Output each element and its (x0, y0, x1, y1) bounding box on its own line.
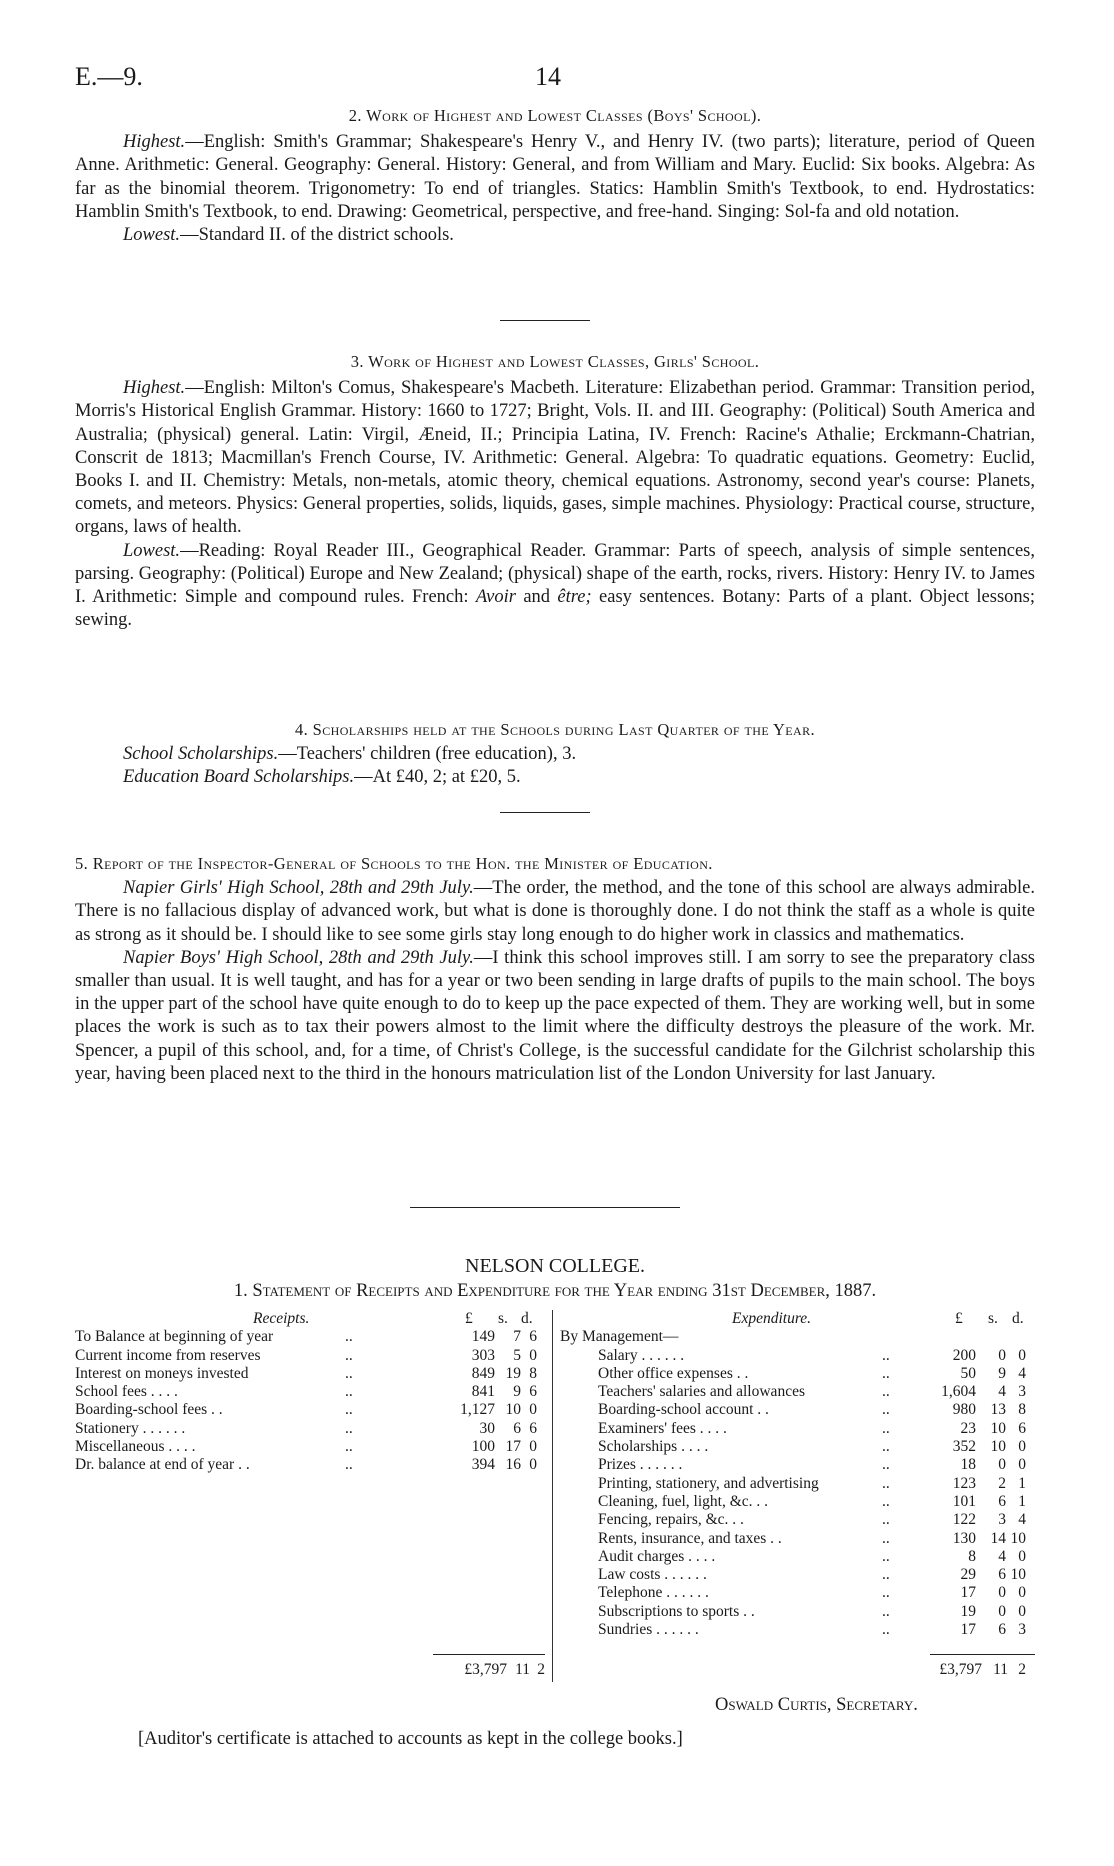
amount-shillings: 19 (505, 1364, 521, 1382)
report-label: Napier Boys' High School, 28th and 29th July. (123, 947, 474, 968)
amount-pence: 10 (1010, 1566, 1026, 1584)
amount-pounds: 1,604 (941, 1383, 976, 1401)
row-label: Fencing, repairs, &c. . . (598, 1511, 744, 1529)
total-shillings: 11 (515, 1661, 530, 1678)
amount-pence: 4 (1018, 1364, 1026, 1382)
scholarship-label: Education Board Scholarships. (123, 767, 355, 788)
paragraph-text: —English: Milton's Comus, Shakespeare's Macbeth. Literature: Elizabethan period. Grammar: Transition period, Morris's Historical English Grammar. History: 1660 to 1727; Bright, Vols. II. and III. Geography: (Political) South America and Australia; (physical) general. Latin: Virgil, Æneid, II.; Principia Latina, IV. French: Racine's Athalie; Erckmann-Chatrian, Conscrit de 1813; Macmillan's French Course, IV. Arithmetic: General. Algebra: To quadratic equations. Geometry: Euclid, Books I. and II. Chemistry: Metals, non-metals, atomic theory, chemical equations. Astronomy, second year's course: Planets, comets, and meteors. Physics: General properties, solids, liquids, gases, simple machines. Physiology: Practical course, structure, organs, laws of health. (75, 378, 1035, 538)
receipts-table (75, 1310, 545, 1475)
row-label: Miscellaneous . . . . (75, 1438, 196, 1456)
amount-pounds: 50 (960, 1364, 976, 1382)
amount-pounds: 30 (479, 1419, 495, 1437)
page-number: 14 (535, 62, 561, 91)
section-heading: 2. Work of Highest and Lowest Classes (Boys' School). (348, 106, 762, 125)
amount-shillings: 14 (990, 1529, 1006, 1547)
amount-shillings: 3 (998, 1511, 1006, 1529)
paragraph-text: and (515, 587, 558, 608)
amount-pence: 0 (1018, 1547, 1026, 1565)
amount-pounds: 303 (471, 1346, 495, 1364)
pounds-heading: £ (955, 1310, 963, 1327)
receipts-heading: Receipts. (253, 1310, 310, 1327)
amount-pence: 1 (1018, 1474, 1026, 1492)
report-text: —I think this school improves still. I am sorry to see the preparatory class smaller than usual. It is well taught, and has for a year or two been sending in large drafts of pupils to the main school. The boys in the upper part of the school have quite enough to do to keep up the pace expected of them. They are working well, but in some places the work is such as to tax their powers almost to the limit where the difficulty destroys the pleasure of the work. Mr. Spencer, a pupil of this school, and, for a time, of Christ's College, is the successful candidate for the Gilchrist scholarship this year, having been placed next to the third in the honours matriculation list of the London University for last January. (75, 947, 1035, 1084)
row-leader: .. (882, 1364, 890, 1382)
amount-shillings: 2 (998, 1474, 1006, 1492)
row-leader: .. (882, 1419, 890, 1437)
expenditure-group-row (560, 1328, 1035, 1346)
row-leader: .. (345, 1346, 353, 1364)
section-heading: 5. Report of the Inspector-General of Schools to the Hon. the Minister of Education. (75, 854, 713, 873)
divider (500, 320, 590, 321)
report-paragraph (75, 947, 1035, 1086)
row-leader: .. (345, 1383, 353, 1401)
section-boys-school (75, 104, 1035, 247)
receipts-total-rule (433, 1654, 545, 1655)
row-label: Telephone . . . . . . (598, 1584, 709, 1602)
row-label: Salary . . . . . . (598, 1346, 685, 1364)
secretary-signature: Oswald Curtis, Secretary. (715, 1695, 918, 1715)
table-row (560, 1456, 1035, 1474)
label-highest: Highest. (123, 132, 186, 153)
amount-pounds: 100 (471, 1438, 495, 1456)
amount-pence: 0 (529, 1456, 537, 1474)
row-leader: .. (345, 1364, 353, 1382)
table-row (75, 1383, 545, 1401)
amount-pence: 8 (529, 1364, 537, 1382)
amount-shillings: 4 (998, 1383, 1006, 1401)
table-row (560, 1530, 1035, 1548)
row-leader: .. (345, 1401, 353, 1419)
amount-pence: 6 (529, 1328, 537, 1346)
amount-shillings: 9 (513, 1383, 521, 1401)
row-label: Cleaning, fuel, light, &c. . . (598, 1492, 769, 1510)
paragraph-text: —Reading: Royal Reader III., Geographical Reader. Grammar: Parts of speech, analysis of simple sentences, parsing. Geography: (Political) Europe and New Zealand; (physical) shape of the earth, rocks, rivers. History: Henry IV. to James I. Arithmetic: Simple and compound rules. French: (75, 540, 1035, 608)
row-label: Law costs . . . . . . (598, 1566, 707, 1584)
total-pence: 2 (537, 1661, 545, 1678)
row-label: Audit charges . . . . (598, 1547, 716, 1565)
row-leader: .. (882, 1438, 890, 1456)
row-label: To Balance at beginning of year (75, 1328, 274, 1346)
amount-pence: 3 (1018, 1621, 1026, 1639)
row-label: Boarding-school fees . . (75, 1401, 223, 1419)
italic-word: être; (557, 587, 592, 608)
table-row (560, 1511, 1035, 1529)
amount-pounds: 8 (968, 1547, 976, 1565)
table-row (75, 1365, 545, 1383)
statement-title: 1. Statement of Receipts and Expenditure for the Year ending 31st December, 1887. (233, 1281, 877, 1301)
amount-shillings: 6 (513, 1419, 521, 1437)
amount-pounds: 101 (952, 1492, 976, 1510)
paragraph-text: easy sentences. Botany: Parts of a plant. Object lessons; sewing. (75, 587, 1035, 631)
amount-pounds: 17 (960, 1621, 976, 1639)
row-leader: .. (882, 1456, 890, 1474)
table-row (560, 1566, 1035, 1584)
row-leader: .. (882, 1547, 890, 1565)
scholarship-text: —Teachers' children (free education), 3. (278, 744, 577, 765)
amount-pence: 8 (1018, 1401, 1026, 1419)
amount-shillings: 6 (998, 1492, 1006, 1510)
section-heading: 3. Work of Highest and Lowest Classes, Girls' School. (350, 352, 760, 371)
row-leader: .. (882, 1602, 890, 1620)
row-label: Other office expenses . . (598, 1364, 749, 1382)
amount-shillings: 6 (998, 1566, 1006, 1584)
label-lowest: Lowest. (123, 225, 181, 246)
amount-pence: 4 (1018, 1511, 1026, 1529)
pence-heading: d. (1012, 1310, 1024, 1327)
table-row (75, 1420, 545, 1438)
amount-pounds: 149 (471, 1328, 495, 1346)
receipts-total (75, 1661, 545, 1679)
section-girls-school (75, 350, 1035, 632)
row-leader: .. (345, 1438, 353, 1456)
expenditure-total-rule (930, 1654, 1035, 1655)
amount-pence: 10 (1010, 1529, 1026, 1547)
amount-pence: 3 (1018, 1383, 1026, 1401)
report-label: Napier Girls' High School, 28th and 29th July. (123, 878, 474, 899)
amount-shillings: 16 (505, 1456, 521, 1474)
amount-pence: 0 (1018, 1584, 1026, 1602)
amount-shillings: 13 (990, 1401, 1006, 1419)
expenditure-heading: Expenditure. (732, 1310, 812, 1327)
paragraph-lowest (75, 224, 1035, 247)
amount-pounds: 17 (960, 1584, 976, 1602)
report-text: —The order, the method, and the tone of this school are always admirable. There is no fallacious display of advanced work, but what is done is thoroughly done. I do not think the staff as a whole is quite as strong as it should be. I should like to see some girls stay long enough to do higher work in classics and mathematics. (75, 878, 1036, 945)
amount-pounds: 23 (960, 1419, 976, 1437)
amount-shillings: 0 (998, 1346, 1006, 1364)
table-row (75, 1456, 545, 1474)
row-leader: .. (345, 1328, 353, 1346)
table-row (75, 1438, 545, 1456)
row-leader: .. (882, 1584, 890, 1602)
row-label: Stationery . . . . . . (75, 1419, 186, 1437)
expenditure-header-row (560, 1310, 1035, 1328)
amount-shillings: 0 (998, 1456, 1006, 1474)
row-label: Dr. balance at end of year . . (75, 1456, 250, 1474)
section-heading: 4. Scholarships held at the Schools during Last Quarter of the Year. (294, 720, 815, 739)
expenditure-table (560, 1310, 1035, 1639)
expenditure-group-label: By Management— (560, 1328, 679, 1346)
row-label: Prizes . . . . . . (598, 1456, 683, 1474)
row-label: Subscriptions to sports . . (598, 1602, 755, 1620)
amount-pence: 6 (1018, 1419, 1026, 1437)
amount-pounds: 122 (952, 1511, 976, 1529)
divider (500, 812, 590, 813)
divider (410, 1207, 680, 1208)
amount-pence: 0 (529, 1401, 537, 1419)
row-leader: .. (882, 1346, 890, 1364)
amount-shillings: 10 (990, 1438, 1006, 1456)
total-row (75, 1661, 545, 1679)
amount-shillings: 0 (998, 1584, 1006, 1602)
amount-pounds: 130 (952, 1529, 976, 1547)
scholarship-text: —At £40, 2; at £20, 5. (354, 767, 521, 788)
table-row (560, 1347, 1035, 1365)
document-reference: E.—9. (75, 62, 143, 91)
total-pence: 2 (1018, 1661, 1026, 1678)
amount-pence: 0 (529, 1438, 537, 1456)
table-row (560, 1603, 1035, 1621)
row-leader: .. (882, 1511, 890, 1529)
row-leader: .. (345, 1456, 353, 1474)
amount-pence: 0 (1018, 1602, 1026, 1620)
amount-shillings: 0 (998, 1602, 1006, 1620)
amount-pence: 6 (529, 1383, 537, 1401)
amount-shillings: 10 (505, 1401, 521, 1419)
amount-pounds: 980 (952, 1401, 976, 1419)
row-label: Interest on moneys invested (75, 1364, 249, 1382)
report-paragraph (75, 877, 1035, 947)
table-row (75, 1347, 545, 1365)
row-label: Teachers' salaries and allowances (598, 1383, 805, 1401)
table-row (560, 1493, 1035, 1511)
row-label: School fees . . . . (75, 1383, 178, 1401)
expenditure-total (560, 1661, 1035, 1679)
receipts-header-row (75, 1310, 545, 1328)
amount-pence: 1 (1018, 1492, 1026, 1510)
row-label: Printing, stationery, and advertising (598, 1474, 819, 1492)
total-shillings: 11 (993, 1661, 1008, 1678)
row-label: Sundries . . . . . . (598, 1621, 699, 1639)
row-leader: .. (882, 1383, 890, 1401)
auditor-note: [Auditor's certificate is attached to accounts as kept in the college books.] (138, 1729, 683, 1749)
total-pounds: £3,797 (939, 1661, 982, 1678)
paragraph-lowest (75, 540, 1035, 633)
amount-shillings: 17 (505, 1438, 521, 1456)
label-highest: Highest. (123, 378, 186, 399)
paragraph-highest (75, 131, 1035, 224)
table-row (560, 1383, 1035, 1401)
row-label: Rents, insurance, and taxes . . (598, 1529, 782, 1547)
receipts-rows (75, 1328, 545, 1474)
shillings-heading: s. (498, 1310, 508, 1327)
scholarship-line (75, 743, 1035, 766)
row-label: Boarding-school account . . (598, 1401, 769, 1419)
scholarship-label: School Scholarships. (123, 744, 279, 765)
amount-pence: 0 (1018, 1346, 1026, 1364)
row-leader: .. (882, 1401, 890, 1419)
amount-shillings: 9 (998, 1364, 1006, 1382)
total-pounds: £3,797 (464, 1661, 507, 1678)
amount-shillings: 10 (990, 1419, 1006, 1437)
table-row (560, 1401, 1035, 1419)
scholarship-line (75, 766, 1035, 789)
paragraph-text: —English: Smith's Grammar; Shakespeare's Henry V., and Henry IV. (two parts); literature, period of Queen Anne. Arithmetic: General. Geography: General. History: General, and from William and Mary. Euclid: Six books. Algebra: As far as the binomial theorem. Trigonometry: To end of triangles. Statics: Hamblin Smith's Textbook, to end. Hydrostatics: Hamblin Smith's Textbook, to end. Drawing: Geometrical, perspective, and free-hand. Singing: Sol-fa and old notation. (75, 132, 1035, 222)
row-leader: .. (882, 1474, 890, 1492)
paragraph-highest (75, 377, 1035, 539)
table-row (560, 1365, 1035, 1383)
amount-pounds: 849 (471, 1364, 495, 1382)
amount-pence: 0 (1018, 1438, 1026, 1456)
amount-pence: 0 (529, 1346, 537, 1364)
amount-pounds: 394 (471, 1456, 495, 1474)
row-leader: .. (882, 1492, 890, 1510)
amount-pence: 6 (529, 1419, 537, 1437)
row-label: Scholarships . . . . (598, 1438, 709, 1456)
table-row (560, 1438, 1035, 1456)
amount-shillings: 7 (513, 1328, 521, 1346)
amount-pounds: 352 (952, 1438, 976, 1456)
amount-pounds: 123 (952, 1474, 976, 1492)
pounds-heading: £ (465, 1310, 473, 1327)
amount-pounds: 200 (952, 1346, 976, 1364)
amount-pounds: 18 (960, 1456, 976, 1474)
row-leader: .. (882, 1529, 890, 1547)
amount-pounds: 29 (960, 1566, 976, 1584)
row-leader: .. (882, 1566, 890, 1584)
label-lowest: Lowest. (123, 540, 181, 561)
shillings-heading: s. (988, 1310, 998, 1327)
table-row (560, 1420, 1035, 1438)
row-label: Current income from reserves (75, 1346, 261, 1364)
amount-shillings: 5 (513, 1346, 521, 1364)
expenditure-rows (560, 1347, 1035, 1640)
row-leader: .. (345, 1419, 353, 1437)
column-divider (552, 1310, 553, 1682)
italic-word: Avoir (475, 587, 516, 608)
row-label: Examiners' fees . . . . (598, 1419, 727, 1437)
amount-shillings: 4 (998, 1547, 1006, 1565)
section-inspector-report (75, 852, 1035, 1086)
table-row (560, 1548, 1035, 1566)
amount-pounds: 19 (960, 1602, 976, 1620)
amount-pounds: 1,127 (460, 1401, 495, 1419)
amount-pounds: 841 (471, 1383, 495, 1401)
section-scholarships (75, 718, 1035, 790)
table-row (75, 1401, 545, 1419)
table-row (75, 1328, 545, 1346)
pence-heading: d. (521, 1310, 533, 1327)
total-row (560, 1661, 1035, 1679)
table-row (560, 1621, 1035, 1639)
row-leader: .. (882, 1621, 890, 1639)
amount-shillings: 6 (998, 1621, 1006, 1639)
paragraph-text: —Standard II. of the district schools. (180, 225, 454, 246)
amount-pence: 0 (1018, 1456, 1026, 1474)
college-title: NELSON COLLEGE. (465, 1255, 645, 1277)
table-row (560, 1584, 1035, 1602)
table-row (560, 1475, 1035, 1493)
